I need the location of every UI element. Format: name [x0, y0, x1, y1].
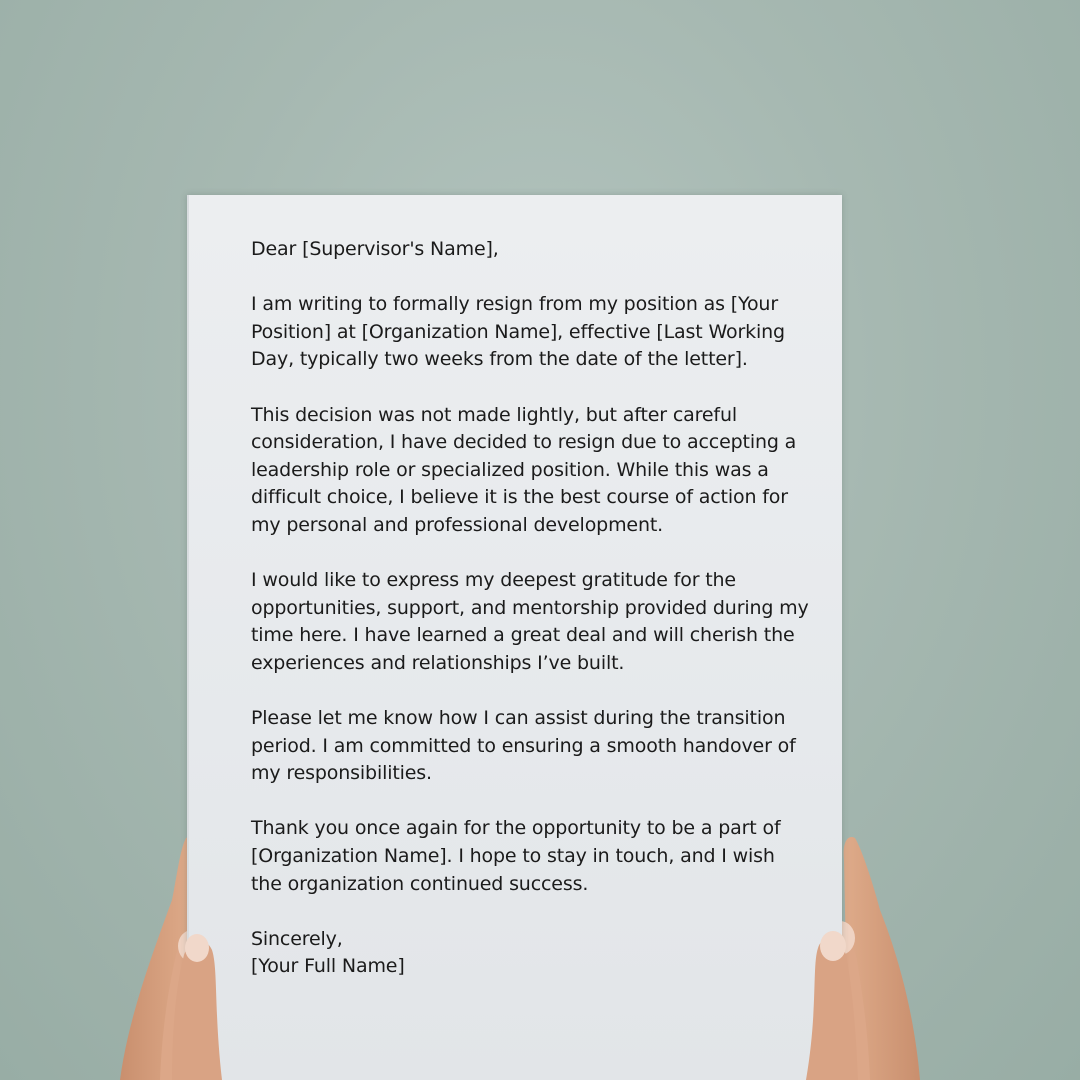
letter-paragraph-4: Please let me know how I can assist during the transition period. I am committed to ensuring a smooth handover of my responsibilities. [251, 707, 796, 785]
letter-closing: Sincerely, [251, 927, 343, 950]
resignation-letter [251, 236, 811, 981]
letter-paragraph-1: I am writing to formally resign from my position as [Your Position] at [Organization Name], effective [Last Working Day, typically two weeks from the date of the letter]. [251, 293, 785, 371]
letter-sheet [187, 195, 842, 1080]
letter-paragraph-3: I would like to express my deepest gratitude for the opportunities, support, and mentorship provided during my time here. I have learned a great deal and will cherish the experiences and relationships I’ve built. [251, 569, 809, 674]
letter-salutation: Dear [Supervisor's Name], [251, 238, 499, 260]
letter-signature: [Your Full Name] [251, 955, 405, 978]
letter-paragraph-2: This decision was not made lightly, but after careful consideration, I have decided to resign due to accepting a leadership role or specialized position. While this was a difficult choice, I believe it is the best course of action for my personal and professional development. [251, 403, 797, 536]
letter-paragraph-5: Thank you once again for the opportunity to be a part of [Organization Name]. I hope to stay in touch, and I wish the organization continued success. [251, 817, 781, 895]
